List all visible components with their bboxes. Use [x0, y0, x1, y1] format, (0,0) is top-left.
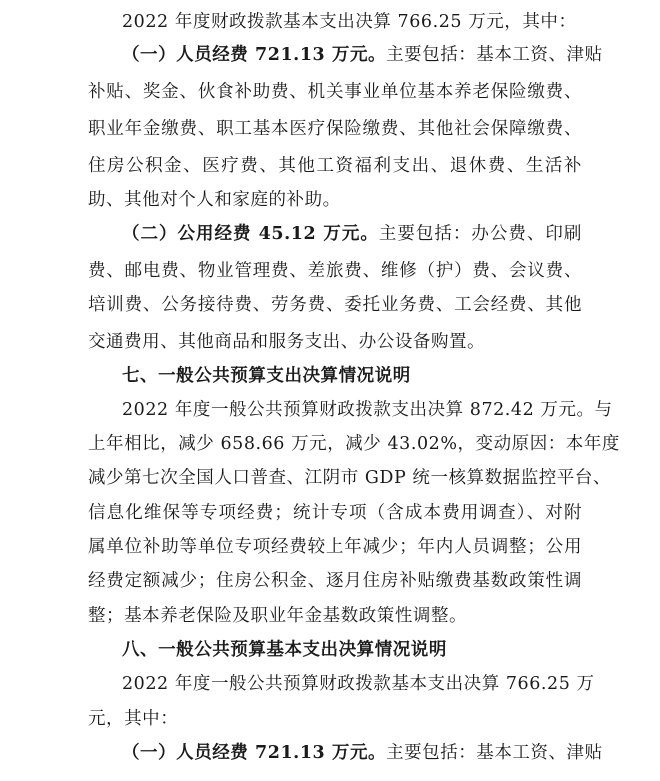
section-lead: （一）人员经费 721.13 万元。	[122, 743, 387, 763]
paragraph-line	[122, 222, 582, 246]
paragraph-line: 经费定额减少；住房公积金、逐月住房补贴缴费基数政策性调	[88, 571, 582, 591]
paragraph-line: 属单位补助等单位专项经费较上年减少；年内人员调整；公用	[88, 537, 582, 557]
paragraph-line: 元，其中：	[88, 709, 179, 729]
paragraph-line: 培训费、公务接待费、劳务费、委托业务费、工会经费、其他	[88, 295, 582, 315]
paragraph-line: 上年相比，减少 658.66 万元，减少 43.02%，变动原因：本年度	[88, 434, 620, 454]
section-lead: （二）公用经费 45.12 万元。	[122, 224, 379, 244]
paragraph-line: 费、邮电费、物业管理费、差旅费、维修（护）费、会议费、	[88, 261, 582, 281]
section-lead: （一）人员经费 721.13 万元。	[122, 45, 387, 65]
line-text: 主要包括：基本工资、津贴	[386, 45, 603, 65]
paragraph-line: 2022 年度一般公共预算财政拨款支出决算 872.42 万元。与	[122, 400, 613, 420]
paragraph-line	[122, 741, 603, 765]
paragraph-line: 整；基本养老保险及职业年金基数政策性调整。	[88, 606, 468, 626]
paragraph-line: 信息化维保等专项经费；统计专项（含成本费用调查）、对附	[88, 503, 582, 523]
section-heading: 八、一般公共预算基本支出决算情况说明	[122, 640, 447, 660]
line-text: 主要包括：基本工资、津贴	[386, 743, 603, 763]
paragraph-line: 减少第七次全国人口普查、江阴市 GDP 统一核算数据监控平台、	[88, 468, 611, 488]
paragraph-line	[122, 43, 603, 67]
section-heading: 七、一般公共预算支出决算情况说明	[122, 366, 411, 386]
paragraph-line: 2022 年度一般公共预算财政拨款基本支出决算 766.25 万	[122, 674, 595, 694]
paragraph-line: 助、其他对个人和家庭的补助。	[88, 190, 341, 210]
paragraph-line: 补贴、奖金、伙食补助费、机关事业单位基本养老保险缴费、	[88, 82, 582, 102]
paragraph-line: 交通费用、其他商品和服务支出、办公设备购置。	[88, 332, 486, 352]
line-text: 主要包括：办公费、印刷	[378, 224, 582, 244]
paragraph-line: 住房公积金、医疗费、其他工资福利支出、退休费、生活补	[88, 156, 582, 176]
paragraph-line: 职业年金缴费、职工基本医疗保险缴费、其他社会保障缴费、	[88, 119, 582, 139]
paragraph-line: 2022 年度财政拨款基本支出决算 766.25 万元，其中：	[122, 12, 577, 32]
